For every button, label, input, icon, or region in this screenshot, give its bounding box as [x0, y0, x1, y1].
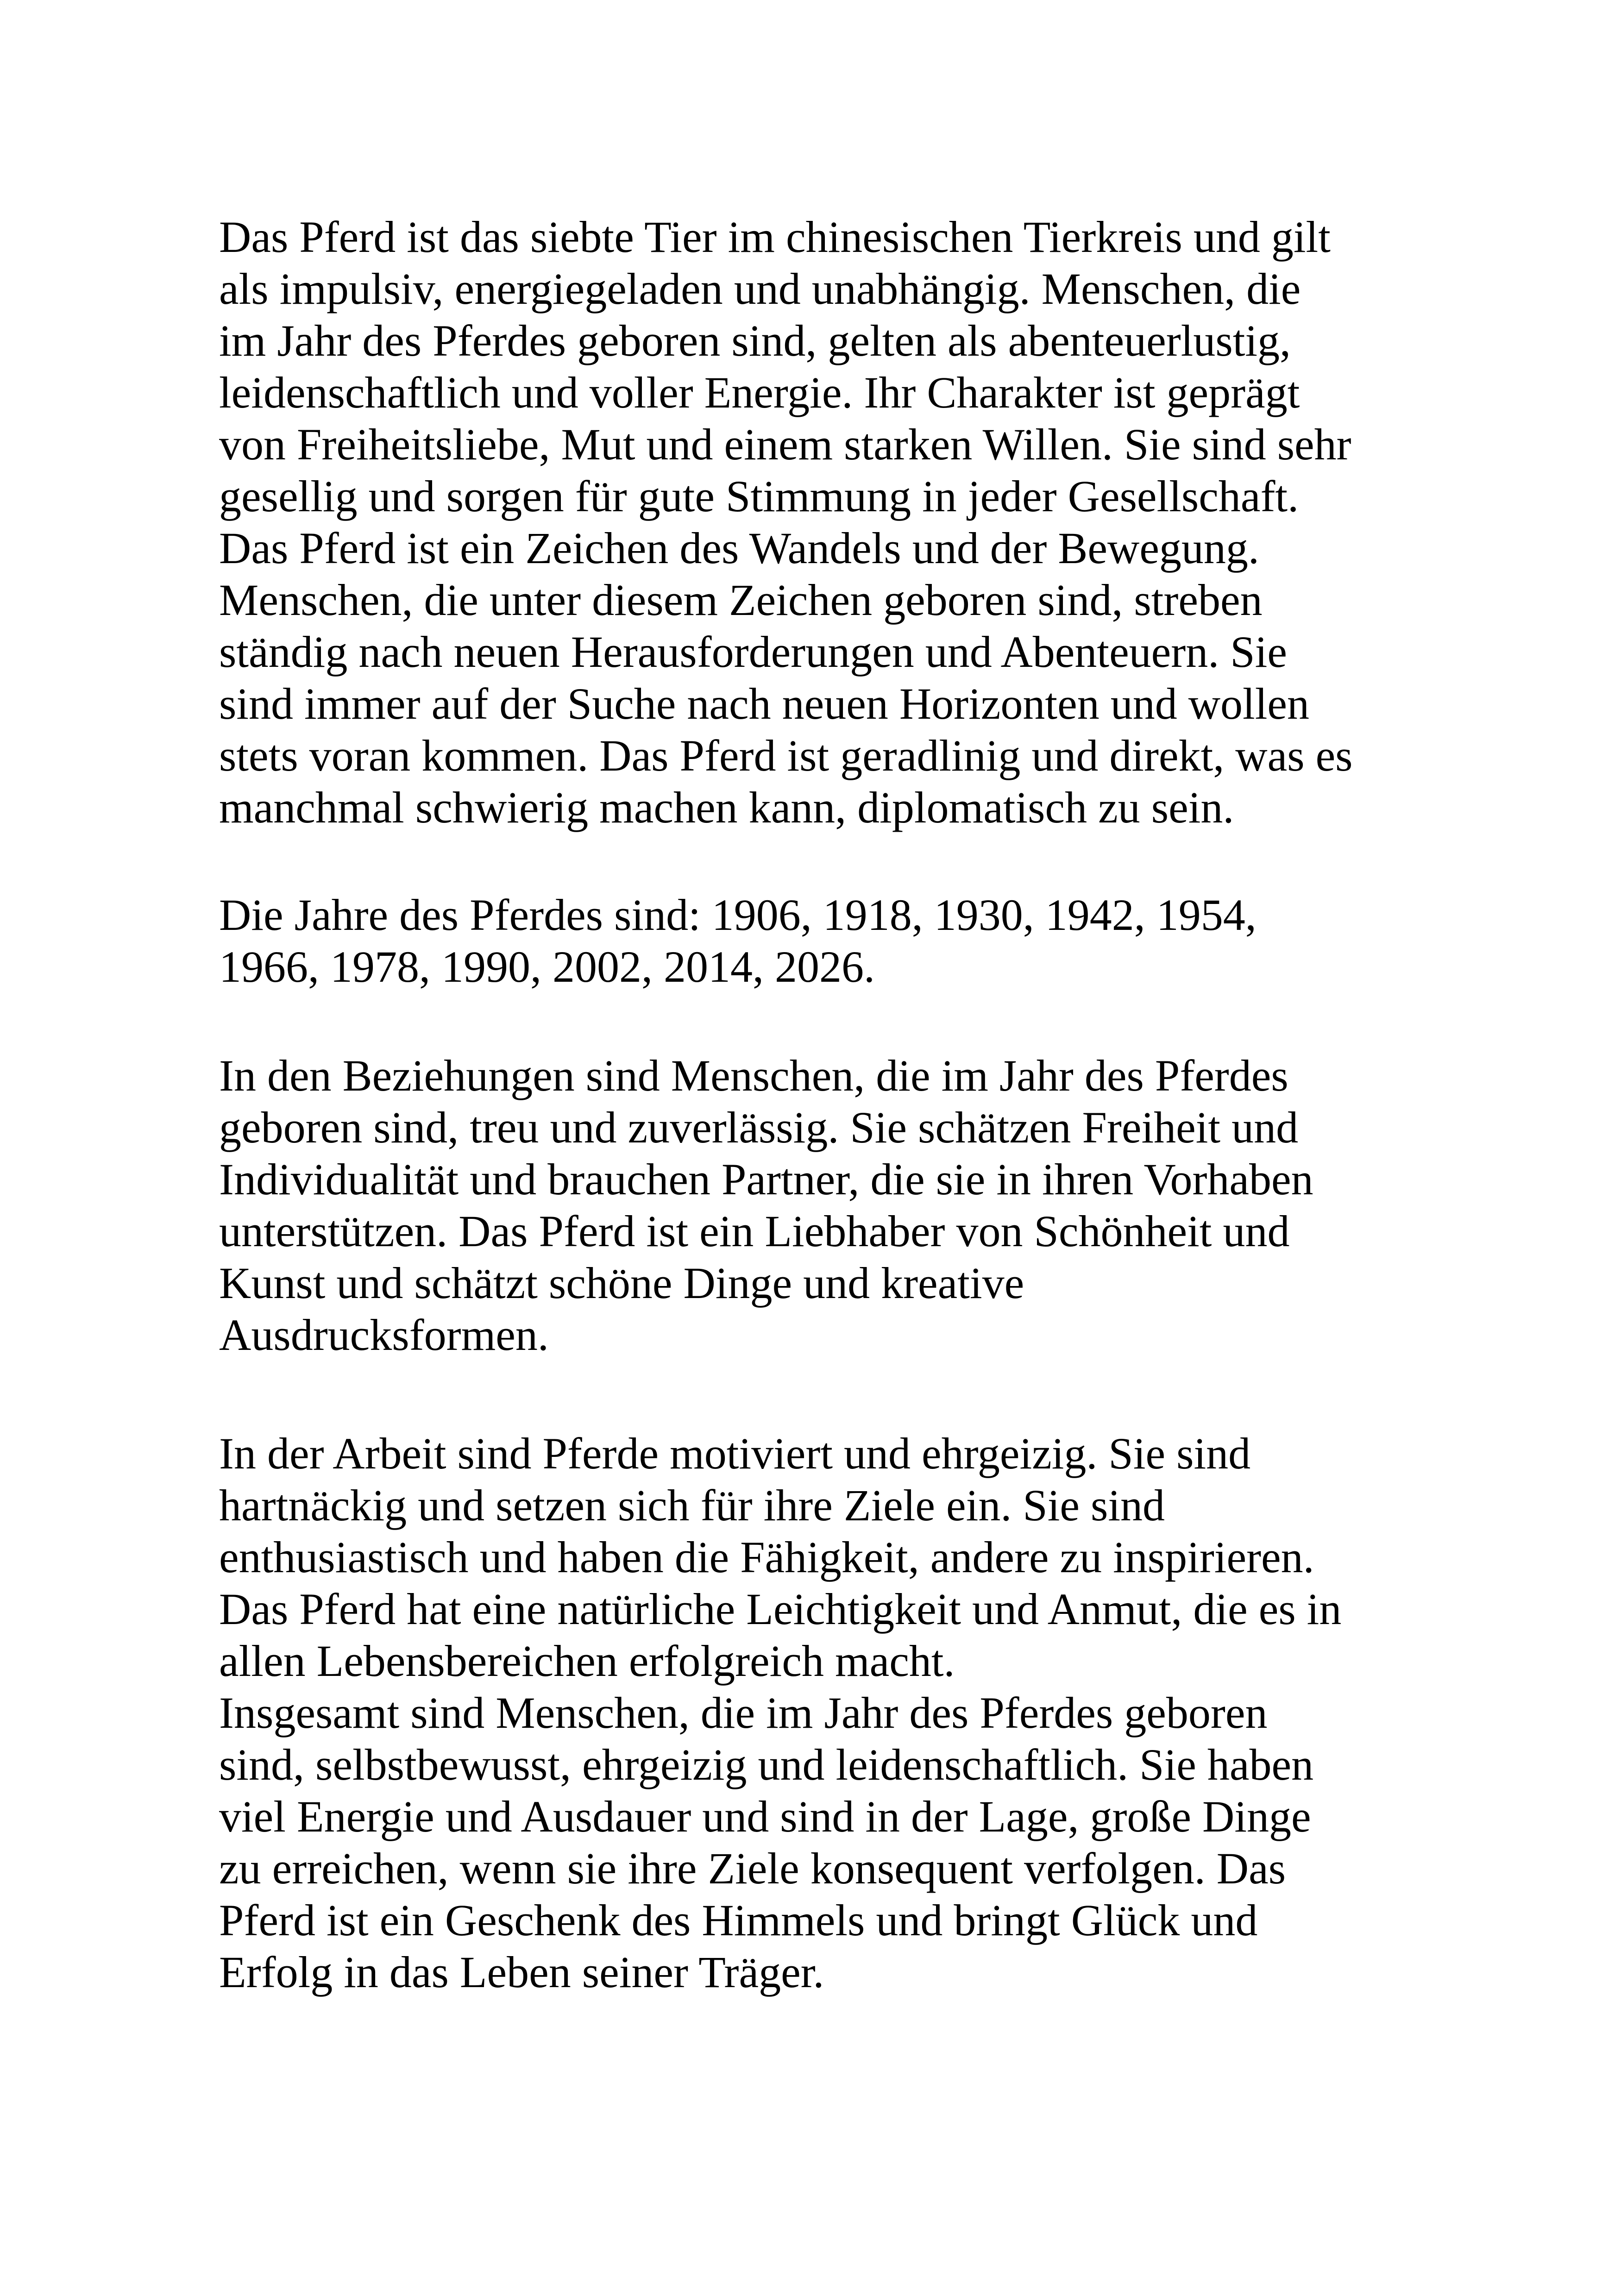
text-line: enthusiastisch und haben die Fähigkeit, andere zu inspirieren.: [219, 1532, 1314, 1582]
text-line: Individualität und brauchen Partner, die sie in ihren Vorhaben: [219, 1154, 1313, 1204]
text-line: sind, selbstbewusst, ehrgeizig und leidenschaftlich. Sie haben: [219, 1740, 1314, 1789]
text-line: Insgesamt sind Menschen, die im Jahr des Pferdes geboren: [219, 1688, 1268, 1738]
text-line: als impulsiv, energiegeladen und unabhängig. Menschen, die: [219, 264, 1301, 314]
text-line: geboren sind, treu und zuverlässig. Sie schätzen Freiheit und: [219, 1103, 1299, 1152]
text-line: Erfolg in das Leben seiner Träger.: [219, 1947, 824, 1997]
text-line: Pferd ist ein Geschenk des Himmels und bringt Glück und: [219, 1895, 1258, 1945]
text-line: gesellig und sorgen für gute Stimmung in jeder Gesellschaft.: [219, 471, 1299, 521]
text-line: Ausdrucksformen.: [219, 1310, 549, 1360]
text-line: In der Arbeit sind Pferde motiviert und ehrgeizig. Sie sind: [219, 1429, 1251, 1478]
text-line: unterstützen. Das Pferd ist ein Liebhaber von Schönheit und: [219, 1206, 1290, 1256]
text-line: allen Lebensbereichen erfolgreich macht.: [219, 1636, 955, 1686]
text-line: In den Beziehungen sind Menschen, die im Jahr des Pferdes: [219, 1051, 1288, 1100]
text-line: von Freiheitsliebe, Mut und einem starken Willen. Sie sind sehr: [219, 420, 1351, 469]
text-line: Das Pferd hat eine natürliche Leichtigkeit und Anmut, die es in: [219, 1584, 1342, 1634]
text-line: Kunst und schätzt schöne Dinge und kreative: [219, 1258, 1024, 1308]
text-line: manchmal schwierig machen kann, diplomatisch zu sein.: [219, 783, 1234, 832]
text-line: viel Energie und Ausdauer und sind in der Lage, große Dinge: [219, 1792, 1311, 1841]
text-line: Menschen, die unter diesem Zeichen geboren sind, streben: [219, 575, 1263, 625]
text-line: hartnäckig und setzen sich für ihre Ziele ein. Sie sind: [219, 1480, 1165, 1530]
text-line: sind immer auf der Suche nach neuen Horizonten und wollen: [219, 679, 1309, 728]
text-line: Das Pferd ist ein Zeichen des Wandels und der Bewegung.: [219, 523, 1259, 573]
text-line: Die Jahre des Pferdes sind: 1906, 1918, 1930, 1942, 1954,: [219, 890, 1257, 940]
text-line: leidenschaftlich und voller Energie. Ihr Charakter ist geprägt: [219, 368, 1300, 417]
text-line: ständig nach neuen Herausforderungen und Abenteuern. Sie: [219, 627, 1287, 677]
text-line: Das Pferd ist das siebte Tier im chinesischen Tierkreis und gilt: [219, 212, 1331, 262]
text-line: 1966, 1978, 1990, 2002, 2014, 2026.: [219, 942, 875, 991]
text-line: im Jahr des Pferdes geboren sind, gelten als abenteuerlustig,: [219, 316, 1291, 365]
text-line: zu erreichen, wenn sie ihre Ziele konsequent verfolgen. Das: [219, 1844, 1286, 1893]
text-line: stets voran kommen. Das Pferd ist geradlinig und direkt, was es: [219, 731, 1353, 780]
